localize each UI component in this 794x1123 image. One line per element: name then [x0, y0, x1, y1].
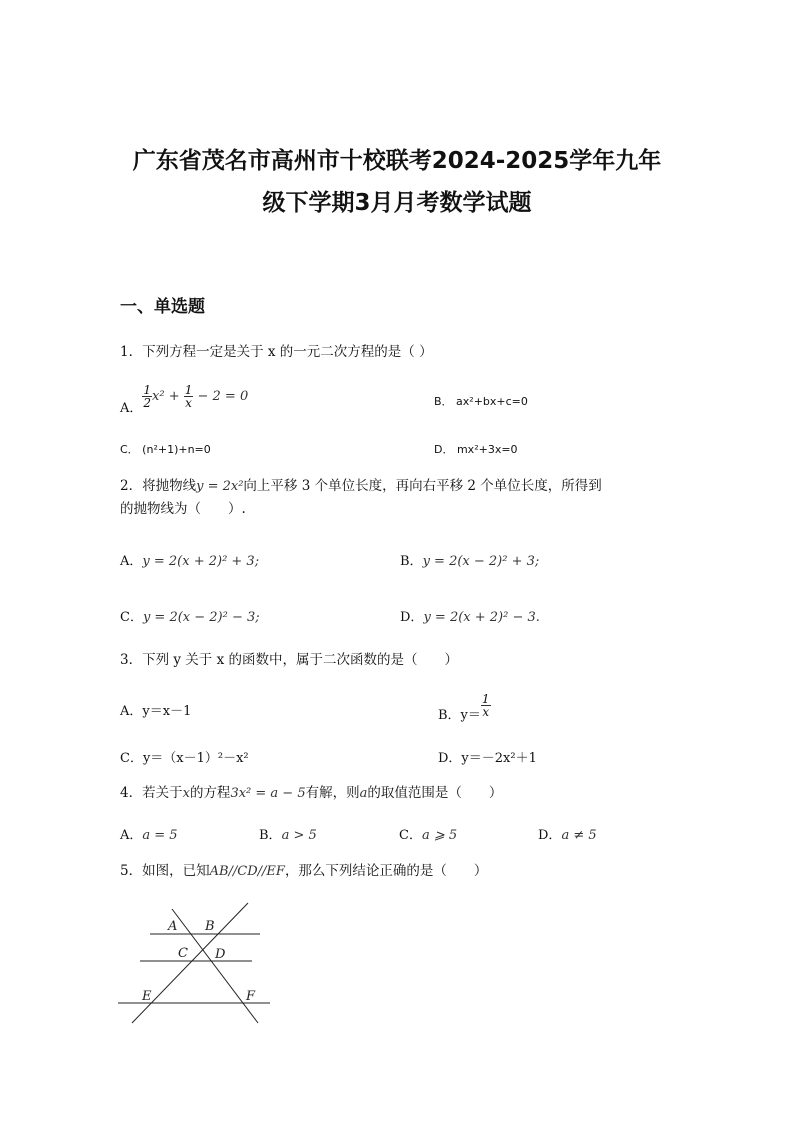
point-label-f: F: [246, 989, 256, 1004]
question-1-stem: 1．下列方程一定是关于 x 的一元二次方程的是（ ）: [120, 344, 433, 360]
question-4-stem: 4．若关于x的方程3x² = a − 5有解，则a的取值范围是（ ）: [120, 785, 503, 801]
point-label-d: D: [215, 947, 226, 962]
title-line-1: 广东省茂名市高州市十校联考2024-2025学年九年: [132, 148, 662, 174]
fraction-one-over-x: $\frac{1}{x}$: [184, 383, 193, 410]
question-2-option-a: A．y = 2(x + 2)² + 3;: [120, 554, 260, 569]
transversal-2: [132, 903, 248, 1023]
document-title: [60, 140, 734, 224]
fraction-one-half: $\frac{1}{2}$: [143, 383, 152, 410]
point-label-c: C: [178, 946, 188, 961]
question-5-stem: 5．如图，已知AB//CD//EF，那么下列结论正确的是（ ）: [120, 863, 488, 879]
title-line-2: 级下学期3月月考数学试题: [262, 190, 532, 216]
parabola-equation: y = 2x²: [196, 479, 244, 494]
point-label-b: B: [205, 919, 215, 934]
question-1-option-a: A． $\frac{1}{2}$ x² + $\frac{1}{x}$ − 2 = 0: [120, 383, 249, 416]
question-2-option-b: B．y = 2(x − 2)² + 3;: [400, 554, 540, 569]
question-3-option-b: B．y＝ $\frac{1}{x}$: [438, 692, 490, 723]
fraction-one-over-x: $\frac{1}{x}$: [481, 692, 490, 719]
transversal-1: [172, 909, 258, 1023]
question-3-option-d: D．y＝－2x²＋1: [438, 751, 537, 766]
question-4-option-c: C．a ⩾ 5: [399, 828, 458, 843]
question-1-option-b: B． ax²+bx+c=0: [434, 395, 528, 408]
question-2-stem-line-2: 的抛物线为（ ）.: [120, 501, 246, 517]
question-2-stem: 2．将抛物线y = 2x²向上平移 3 个单位长度，再向右平移 2 个单位长度，所得到: [120, 478, 602, 494]
section-heading: 一、单选题: [120, 297, 205, 317]
question-1-option-c: C． (n²+1)+n=0: [120, 443, 211, 456]
parallel-lines-figure: [110, 895, 290, 1035]
question-4-option-b: B．a > 5: [259, 828, 317, 843]
question-3-option-a: A．y＝x－1: [120, 704, 192, 719]
point-label-a: A: [168, 919, 178, 934]
question-4-option-a: A．a = 5: [120, 828, 178, 843]
question-2-option-d: D．y = 2(x + 2)² − 3.: [400, 610, 540, 625]
option-a-label: A．: [120, 401, 143, 416]
question-3-stem: 3．下列 y 关于 x 的函数中，属于二次函数的是（ ）: [120, 652, 458, 668]
question-1-option-d: D． mx²+3x=0: [434, 443, 518, 456]
question-3-option-c: C．y＝（x－1）²－x²: [120, 751, 249, 766]
question-2-option-c: C．y = 2(x − 2)² − 3;: [120, 610, 260, 625]
point-label-e: E: [142, 989, 152, 1004]
question-4-option-d: D．a ≠ 5: [538, 828, 597, 843]
